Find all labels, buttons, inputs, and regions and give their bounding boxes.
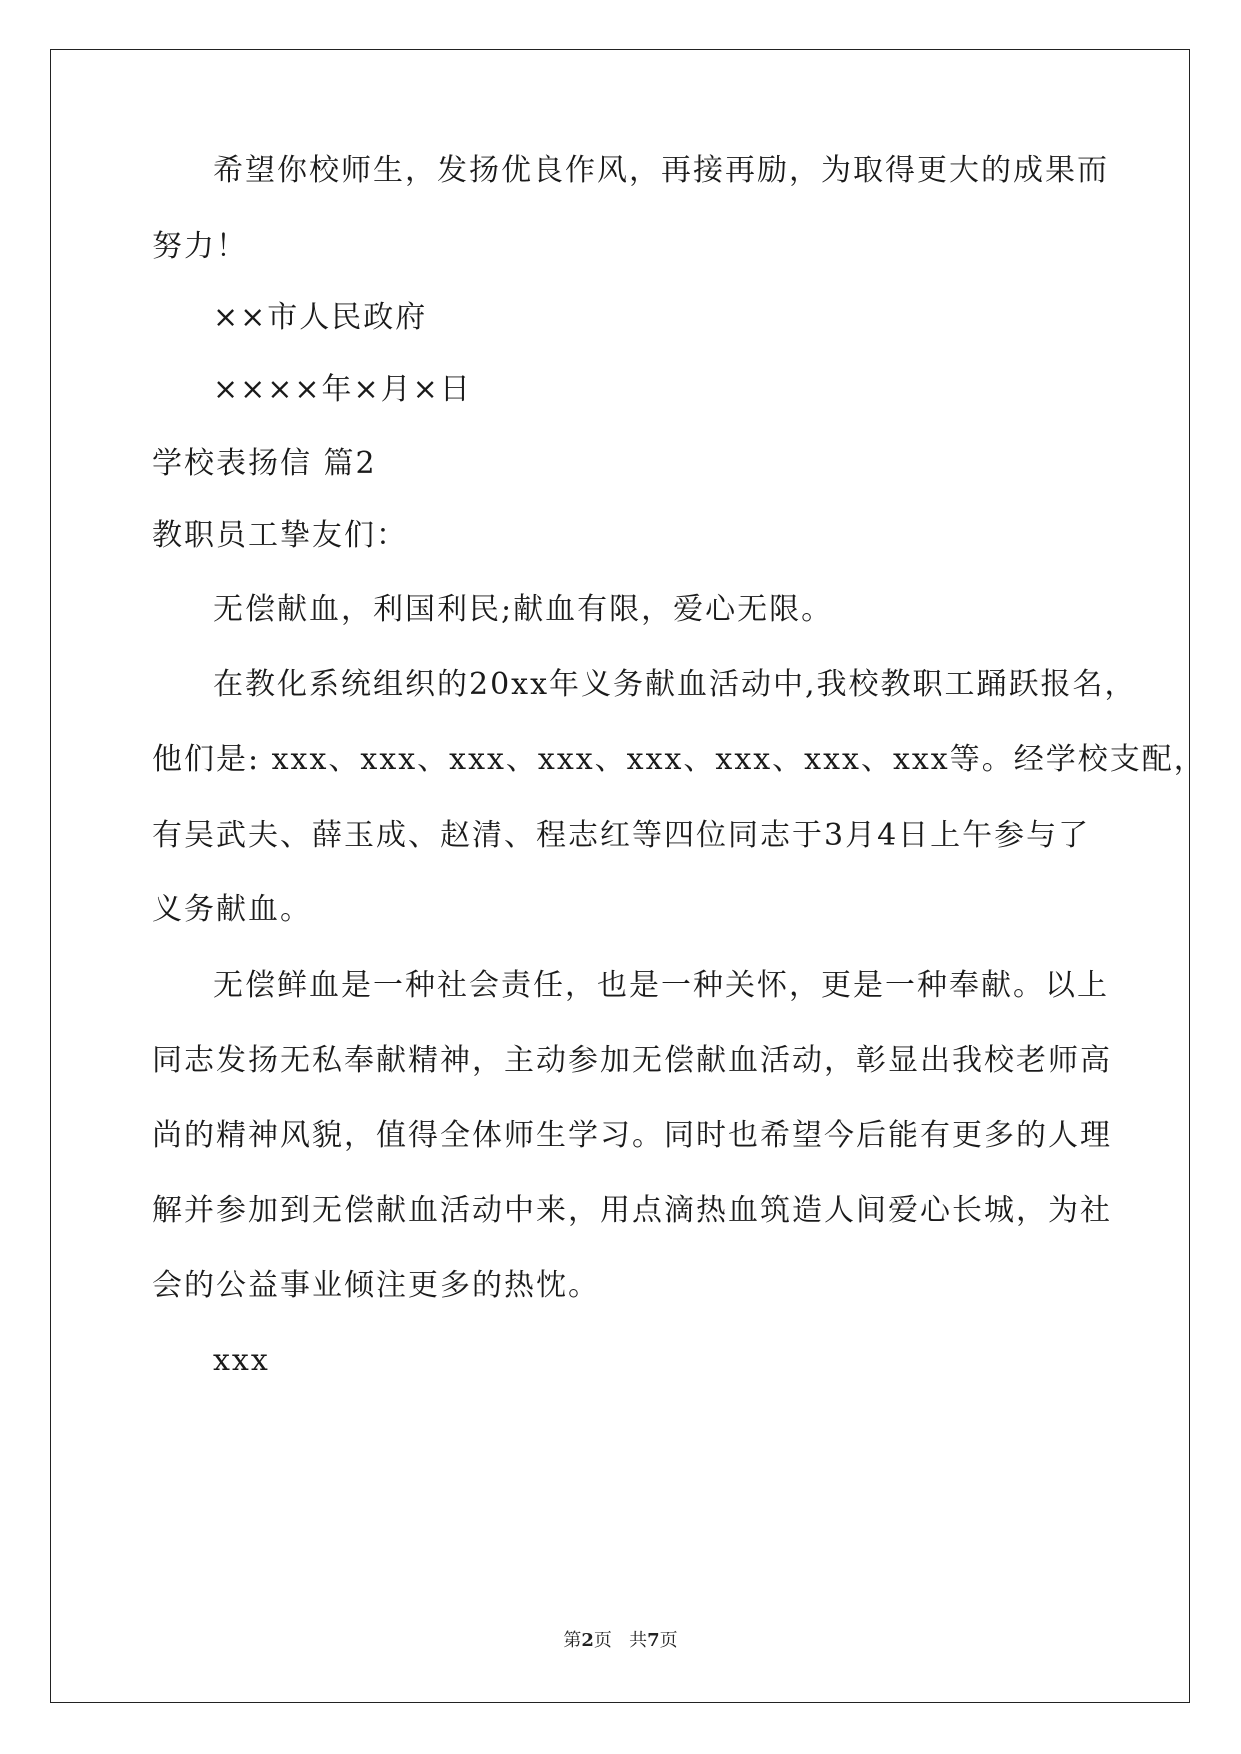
- body-line: 同志发扬无私奉献精神，主动参加无偿献血活动，彰显出我校老师高: [152, 1043, 1112, 1078]
- body-line: 无偿献血，利国利民;献血有限，爱心无限。: [213, 592, 834, 627]
- total-prefix: 共: [629, 1630, 648, 1651]
- total-suffix: 页: [659, 1630, 678, 1651]
- body-line: 希望你校师生，发扬优良作风，再接再励，为取得更大的成果而: [213, 153, 1109, 188]
- signature-line: xxx: [213, 1343, 270, 1378]
- salutation: 教职员工挚友们：: [152, 518, 408, 553]
- body-line: 努力！: [152, 229, 248, 264]
- page-prefix: 第: [563, 1630, 582, 1651]
- body-line: 无偿鲜血是一种社会责任，也是一种关怀，更是一种奉献。以上: [213, 968, 1109, 1003]
- section-heading: 学校表扬信 篇2: [152, 446, 377, 481]
- page-footer: [0, 1626, 1241, 1652]
- page-total: 7: [647, 1630, 660, 1651]
- issuer-line: ××市人民政府: [213, 300, 428, 335]
- body-line: 有吴武夫、薛玉成、赵清、程志红等四位同志于3月4日上午参与了: [152, 818, 1091, 853]
- body-line: 在教化系统组织的20xx年义务献血活动中,我校教职工踊跃报名，: [213, 667, 1137, 702]
- page-frame: [50, 49, 1190, 1703]
- page-suffix: 页: [593, 1630, 612, 1651]
- body-line: 尚的精神风貌，值得全体师生学习。同时也希望今后能有更多的人理: [152, 1118, 1112, 1153]
- date-line: ××××年×月×日: [213, 372, 472, 407]
- body-line: 他们是: xxx、xxx、xxx、xxx、xxx、xxx、xxx、xxx等。经学校支配，: [152, 742, 1206, 777]
- body-line: 会的公益事业倾注更多的热忱。: [152, 1268, 600, 1303]
- body-line: 解并参加到无偿献血活动中来，用点滴热血筑造人间爱心长城，为社: [152, 1193, 1112, 1228]
- page-current: 2: [581, 1630, 594, 1651]
- body-line: 义务献血。: [152, 892, 312, 927]
